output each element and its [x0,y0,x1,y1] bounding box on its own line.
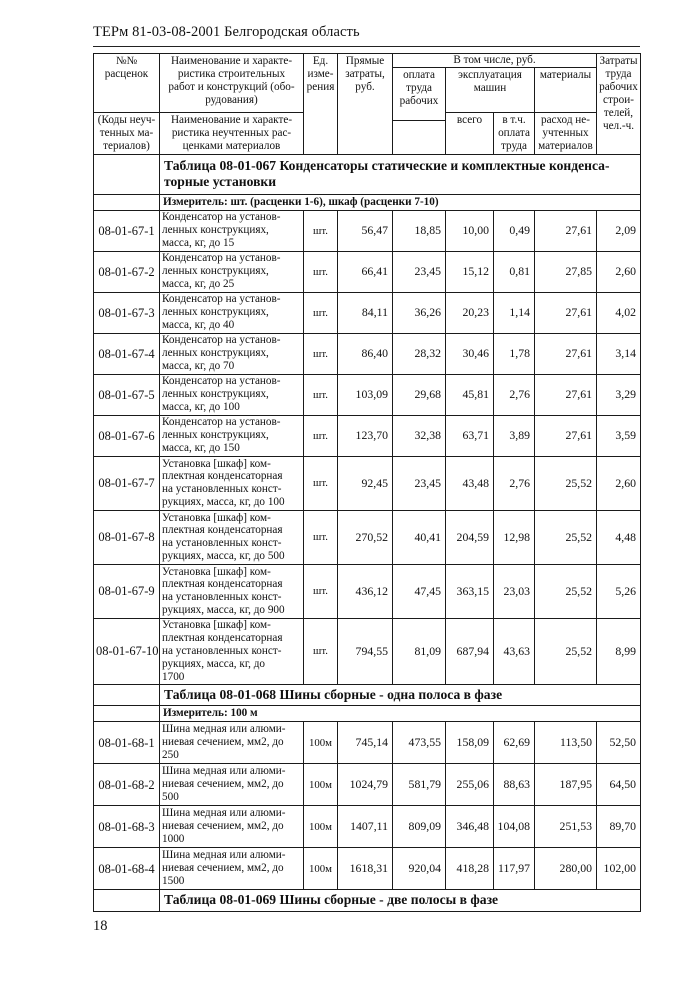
materials: 27,61 [535,210,597,251]
rate-code: 08-01-67-10 [94,618,160,684]
work-description: Шина медная или алюми- ниевая сечением, мм2, до 1000 [160,806,304,848]
section-code-spacer [94,154,160,194]
header-code-materials: (Коды неуч- тенных ма- териалов) [94,112,160,154]
machines-total: 10,00 [446,210,494,251]
measure-row [94,706,641,722]
machines-total: 30,46 [446,333,494,374]
work-description: Конденсатор на установ- ленных конструкциях, масса, кг, до 70 [160,333,304,374]
wages: 81,09 [393,618,446,684]
direct-costs: 1024,79 [338,764,393,806]
page-number: 18 [93,918,108,934]
direct-costs: 794,55 [338,618,393,684]
rate-code: 08-01-67-9 [94,564,160,618]
header-materials: материалы [535,67,597,112]
materials: 25,52 [535,510,597,564]
work-description: Установка [шкаф] ком- плектная конденсаторная на установленных конст- рукциях, масса, кг, до 1700 [160,618,304,684]
document-header: ТЕРм 81-03-08-2001 Белгородская область [93,24,360,40]
direct-costs: 84,11 [338,292,393,333]
machines-wages: 23,03 [494,564,535,618]
section-title: Таблица 08-01-067 Конденсаторы статические и комплектные конденса- торные установки [160,154,641,194]
wages: 23,45 [393,456,446,510]
table-row [94,456,641,510]
wages: 581,79 [393,764,446,806]
section-title-row [94,890,641,911]
machines-wages: 88,63 [494,764,535,806]
machines-total: 63,71 [446,415,494,456]
section-code-spacer [94,684,160,705]
machines-total: 45,81 [446,374,494,415]
labor-hours: 4,02 [597,292,641,333]
machines-wages: 104,08 [494,806,535,848]
header-wages: оплата труда рабочих [393,67,446,120]
rate-code: 08-01-67-6 [94,415,160,456]
direct-costs: 103,09 [338,374,393,415]
measure-code-spacer [94,706,160,722]
table-row [94,564,641,618]
work-description: Установка [шкаф] ком- плектная конденсаторная на установленных конст- рукциях, масса, кг, до 500 [160,510,304,564]
machines-wages: 3,89 [494,415,535,456]
wages: 18,85 [393,210,446,251]
labor-hours: 3,29 [597,374,641,415]
work-description: Конденсатор на установ- ленных конструкциях, масса, кг, до 25 [160,251,304,292]
rate-code: 08-01-67-4 [94,333,160,374]
labor-hours: 3,59 [597,415,641,456]
price-table [93,53,641,912]
materials: 280,00 [535,848,597,890]
wages: 36,26 [393,292,446,333]
rate-code: 08-01-68-2 [94,764,160,806]
wages: 28,32 [393,333,446,374]
machines-total: 346,48 [446,806,494,848]
machines-total: 158,09 [446,722,494,764]
unit-of-measure: 100м [304,722,338,764]
work-description: Шина медная или алюми- ниевая сечением, мм2, до 250 [160,722,304,764]
machines-wages: 1,14 [494,292,535,333]
materials: 25,52 [535,564,597,618]
labor-hours: 2,60 [597,456,641,510]
wages: 32,38 [393,415,446,456]
wages: 29,68 [393,374,446,415]
measure-row [94,194,641,210]
labor-hours: 89,70 [597,806,641,848]
rate-code: 08-01-67-8 [94,510,160,564]
labor-hours: 52,50 [597,722,641,764]
machines-total: 418,28 [446,848,494,890]
materials: 25,52 [535,456,597,510]
labor-hours: 5,26 [597,564,641,618]
machines-wages: 0,81 [494,251,535,292]
unit-of-measure: шт. [304,510,338,564]
unit-of-measure: шт. [304,210,338,251]
work-description: Конденсатор на установ- ленных конструкциях, масса, кг, до 15 [160,210,304,251]
work-description: Шина медная или алюми- ниевая сечением, мм2, до 1500 [160,848,304,890]
header-including: В том числе, руб. [393,54,597,68]
machines-wages: 117,97 [494,848,535,890]
wages: 23,45 [393,251,446,292]
table-row [94,764,641,806]
labor-hours: 4,48 [597,510,641,564]
unit-of-measure: шт. [304,251,338,292]
machines-wages: 43,63 [494,618,535,684]
table-row [94,333,641,374]
header-name-materials: Наименование и характе- ристика неучтенных рас- ценками материалов [160,112,304,154]
section-code-spacer [94,890,160,911]
header-machines: эксплуатация машин [446,67,535,112]
machines-total: 204,59 [446,510,494,564]
work-description: Установка [шкаф] ком- плектная конденсаторная на установленных конст- рукциях, масса, кг, до 100 [160,456,304,510]
labor-hours: 3,14 [597,333,641,374]
table-row [94,806,641,848]
direct-costs: 436,12 [338,564,393,618]
rate-code: 08-01-67-2 [94,251,160,292]
machines-wages: 2,76 [494,456,535,510]
header-name: Наименование и характе- ристика строительных работ и конструкций (обо- рудования) [160,54,304,113]
table-row [94,722,641,764]
work-description: Конденсатор на установ- ленных конструкциях, масса, кг, до 40 [160,292,304,333]
unit-of-measure: 100м [304,764,338,806]
section-title: Таблица 08-01-068 Шины сборные - одна полоса в фазе [160,684,641,705]
unit-of-measure: шт. [304,618,338,684]
direct-costs: 86,40 [338,333,393,374]
materials: 27,85 [535,251,597,292]
direct-costs: 66,41 [338,251,393,292]
unit-of-measure: шт. [304,564,338,618]
header-wages-spacer [393,120,446,154]
table-row [94,251,641,292]
materials: 251,53 [535,806,597,848]
header-labor: Затраты труда рабочих строи- телей, чел.-ч. [597,54,641,155]
machines-wages: 0,49 [494,210,535,251]
unit-of-measure: шт. [304,456,338,510]
table-row [94,415,641,456]
machines-total: 15,12 [446,251,494,292]
table-row [94,848,641,890]
section-title-row [94,154,641,194]
section-title: Таблица 08-01-069 Шины сборные - две полосы в фазе [160,890,641,911]
machines-total: 255,06 [446,764,494,806]
unit-of-measure: шт. [304,415,338,456]
direct-costs: 1407,11 [338,806,393,848]
direct-costs: 56,47 [338,210,393,251]
machines-total: 43,48 [446,456,494,510]
header-rule [93,46,640,47]
table-row [94,510,641,564]
direct-costs: 123,70 [338,415,393,456]
labor-hours: 2,60 [597,251,641,292]
table-row [94,210,641,251]
rate-code: 08-01-67-7 [94,456,160,510]
labor-hours: 102,00 [597,848,641,890]
table-row [94,292,641,333]
rate-code: 08-01-68-4 [94,848,160,890]
labor-hours: 64,50 [597,764,641,806]
unit-of-measure: шт. [304,292,338,333]
wages: 809,09 [393,806,446,848]
materials: 27,61 [535,333,597,374]
materials: 113,50 [535,722,597,764]
materials: 187,95 [535,764,597,806]
materials: 27,61 [535,292,597,333]
direct-costs: 270,52 [338,510,393,564]
work-description: Шина медная или алюми- ниевая сечением, мм2, до 500 [160,764,304,806]
machines-total: 363,15 [446,564,494,618]
wages: 920,04 [393,848,446,890]
measure-code-spacer [94,194,160,210]
header-unit: Ед. изме- рения [304,54,338,155]
table-row [94,374,641,415]
work-description: Конденсатор на установ- ленных конструкциях, масса, кг, до 100 [160,374,304,415]
materials: 27,61 [535,415,597,456]
machines-wages: 12,98 [494,510,535,564]
direct-costs: 745,14 [338,722,393,764]
header-machines-total: всего [446,112,494,154]
measure-label: Измеритель: 100 м [160,706,641,722]
unit-of-measure: шт. [304,374,338,415]
machines-wages: 1,78 [494,333,535,374]
header-code: №№ расценок [94,54,160,113]
direct-costs: 1618,31 [338,848,393,890]
rate-code: 08-01-67-3 [94,292,160,333]
machines-total: 20,23 [446,292,494,333]
rate-code: 08-01-67-5 [94,374,160,415]
rate-code: 08-01-68-3 [94,806,160,848]
unit-of-measure: 100м [304,806,338,848]
labor-hours: 2,09 [597,210,641,251]
unit-of-measure: 100м [304,848,338,890]
wages: 47,45 [393,564,446,618]
section-title-row [94,684,641,705]
direct-costs: 92,45 [338,456,393,510]
measure-label: Измеритель: шт. (расценки 1-6), шкаф (расценки 7-10) [160,194,641,210]
labor-hours: 8,99 [597,618,641,684]
wages: 473,55 [393,722,446,764]
table-row [94,618,641,684]
machines-wages: 62,69 [494,722,535,764]
machines-wages: 2,76 [494,374,535,415]
wages: 40,41 [393,510,446,564]
unit-of-measure: шт. [304,333,338,374]
rate-code: 08-01-67-1 [94,210,160,251]
header-machines-wages: в т.ч. оплата труда [494,112,535,154]
machines-total: 687,94 [446,618,494,684]
header-direct-costs: Прямые затраты, руб. [338,54,393,155]
work-description: Конденсатор на установ- ленных конструкциях, масса, кг, до 150 [160,415,304,456]
materials: 27,61 [535,374,597,415]
materials: 25,52 [535,618,597,684]
work-description: Установка [шкаф] ком- плектная конденсаторная на установленных конст- рукциях, масса, кг, до 900 [160,564,304,618]
header-materials-unaccounted: расход не- учтенных материалов [535,112,597,154]
rate-code: 08-01-68-1 [94,722,160,764]
